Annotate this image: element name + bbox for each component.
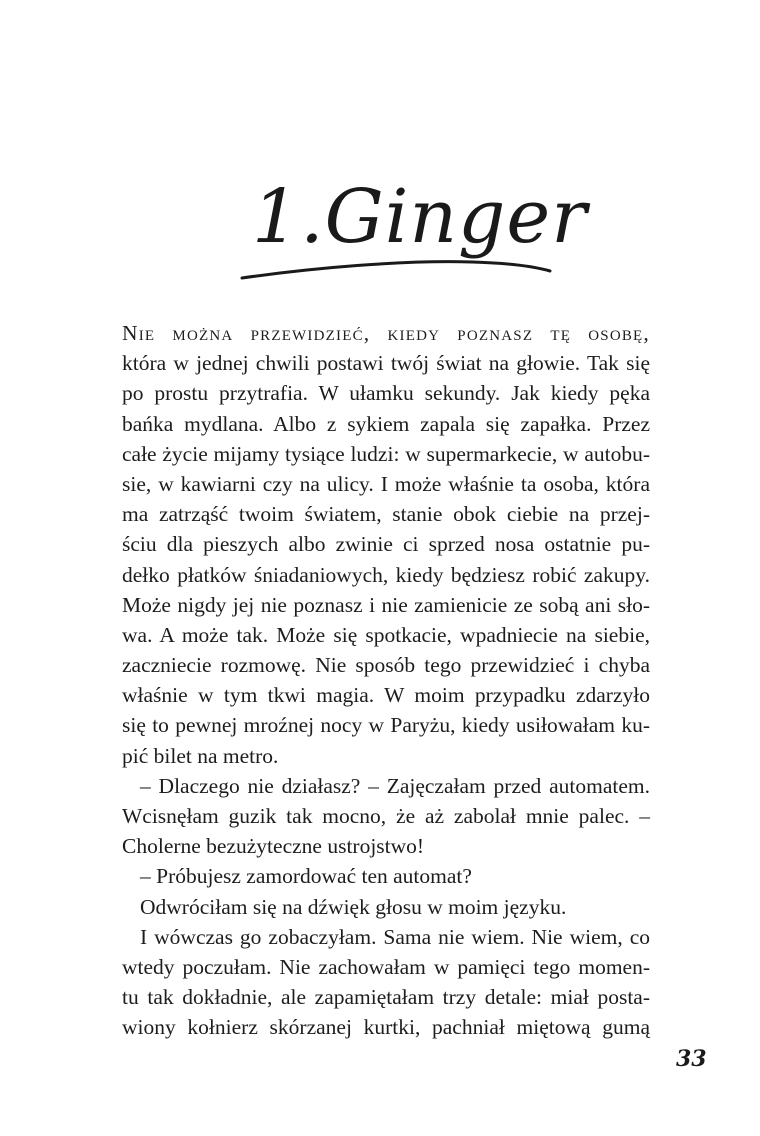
dialogue-line: – Próbujesz zamordować ten automat?: [140, 864, 472, 889]
text-line: wa. A może tak. Może się spotkacie, wpadniecie na siebie,: [122, 622, 650, 647]
chapter-title: 1.Ginger: [252, 174, 588, 260]
text-line: bańka mydlana. Albo z sykiem zapala się zapałka. Przez: [122, 411, 650, 436]
chapter-heading: [232, 174, 588, 290]
text-line: tu tak dokładnie, ale zapamiętałam trzy detale: miał posta-: [122, 985, 650, 1010]
text-line: dełko płatków śniadaniowych, kiedy będziesz robić zakupy.: [122, 562, 650, 587]
text-line: wiony kołnierz skórzanej kurtki, pachniał miętową gumą: [122, 1015, 650, 1040]
dialogue-line: – Dlaczego nie działasz? – Zajęczałam przed automatem.: [140, 773, 650, 798]
text-line: po prostu przytrafia. W ułamku sekundy. Jak kiedy pęka: [122, 381, 650, 406]
text-line: sie, w kawiarni czy na ulicy. I może właśnie ta osoba, która: [122, 471, 650, 496]
text-line: Odwróciłam się na dźwięk głosu w moim języku.: [140, 894, 567, 919]
text-line: pić bilet na metro.: [122, 743, 279, 768]
page-number: 33: [676, 1046, 707, 1072]
text-line: ma zatrząść twoim światem, stanie obok ciebie na przej-: [122, 502, 650, 527]
text-line: Może nigdy jej nie poznasz i nie zamienicie ze sobą ani sło-: [122, 592, 650, 617]
chapter-body-text: [122, 318, 650, 1043]
text-line: wtedy poczułam. Nie zachowałam w pamięci tego momen-: [122, 954, 650, 979]
text-line: całe życie mijamy tysiące ludzi: w supermarkecie, w autobu-: [122, 441, 650, 466]
text-line-opening: Nie można przewidzieć, kiedy poznasz tę osobę,: [122, 321, 650, 345]
text-line: która w jednej chwili postawi twój świat na głowie. Tak się: [122, 351, 650, 376]
title-underline-flourish: [232, 250, 562, 290]
text-line: się to pewnej mroźnej nocy w Paryżu, kiedy usiłowałam ku-: [122, 713, 650, 738]
text-line: właśnie w tym tkwi magia. W moim przypadku zdarzyło: [122, 683, 650, 708]
text-line: zaczniecie rozmowę. Nie sposób tego przewidzieć i chyba: [122, 653, 650, 678]
text-line: I wówczas go zobaczyłam. Sama nie wiem. Nie wiem, co: [140, 924, 650, 949]
text-line: Wcisnęłam guzik tak mocno, że aż zabolał mnie palec. –: [122, 804, 650, 828]
text-line: ściu dla pieszych albo zwinie ci sprzed nosa ostatnie pu-: [122, 532, 650, 557]
text-line: Cholerne bezużyteczne ustrojstwo!: [122, 834, 425, 859]
